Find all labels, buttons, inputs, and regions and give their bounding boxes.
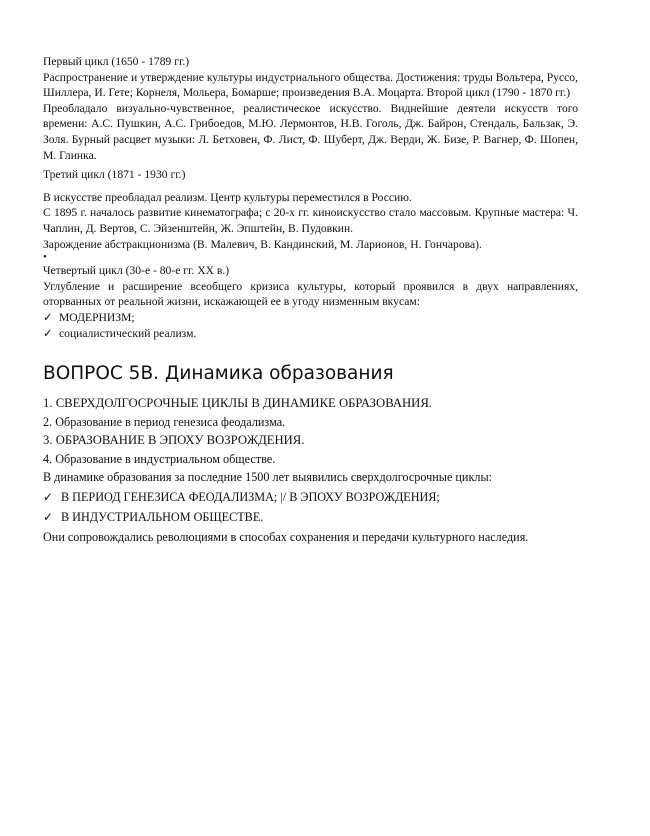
cycle-check-item xyxy=(43,507,578,528)
cycle3-line-2: С 1895 г. началось развитие кинематографа; с 20-х гг. киноискусство стало массовым. Крупные мастера: Ч. Чаплин, Д. Вертов, С. Эйзенштейн, Ж. Эпштейн, В. Пудовкин. xyxy=(43,206,578,235)
checkmark-icon: ✓ xyxy=(43,510,54,525)
cycle-check-item xyxy=(43,487,578,508)
bullet-dot: • xyxy=(43,251,47,264)
closing-paragraph: Они сопровождались революциями в способах сохранения и передачи культурного наследия. xyxy=(43,529,529,544)
outline-item: 1. СВЕРХДОЛГОСРОЧНЫЕ ЦИКЛЫ В ДИНАМИКЕ ОБРАЗОВАНИЯ. xyxy=(43,395,432,410)
document-body xyxy=(43,54,578,546)
direction-label: социалистический реализм. xyxy=(59,326,197,340)
cycle3-title: Третий цикл (1871 - 1930 гг.) xyxy=(43,168,186,182)
outline-item: 3. ОБРАЗОВАНИЕ В ЭПОХУ ВОЗРОЖДЕНИЯ. xyxy=(43,433,305,448)
cycle4-paragraph: Углубление и расширение всеобщего кризиса культуры, который проявился в двух направлениях, оторванных от реальной жизни, искажающей ее в угоду низменным вкусам: xyxy=(43,279,578,309)
cycle-check-label: В ИНДУСТРИАЛЬНОМ ОБЩЕСТВЕ. xyxy=(61,510,264,525)
cycles-intro: В динамике образования за последние 1500 лет выявились сверхдолгосрочные циклы: xyxy=(43,470,493,485)
direction-item xyxy=(43,326,578,342)
checkmark-icon: ✓ xyxy=(43,489,54,504)
checkmark-icon: ✓ xyxy=(43,326,53,340)
cycle4-title: Четвертый цикл (30-е - 80-е гг. XX в.) xyxy=(43,264,230,278)
cycle3-line-3: Зарождение абстракционизма (В. Малевич, В. Кандинский, М. Ларионов, Н. Гончарова). xyxy=(43,237,482,251)
outline-item: 2. Образование в период генезиса феодализма. xyxy=(43,414,286,429)
cycle3-line-1: В искусстве преобладал реализм. Центр культуры переместился в Россию. xyxy=(43,190,412,204)
cycle1-paragraph: Распространение и утверждение культуры индустриального общества. Достижения: труды Вольтера, Руссо, Шиллера, И. Гете; Корнеля, Мольера, Бомарше; произведения В.А. Моцарта. Второй цикл (1790 - 1870 гг.) xyxy=(43,70,578,100)
direction-label: МОДЕРНИЗМ; xyxy=(59,310,135,324)
cycle-check-label: В ПЕРИОД ГЕНЕЗИСА ФЕОДАЛИЗМА; |/ В ЭПОХУ ВОЗРОЖДЕНИЯ; xyxy=(61,489,440,504)
direction-item xyxy=(43,310,578,326)
checkmark-icon: ✓ xyxy=(43,310,53,324)
cycle1-title: Первый цикл (1650 - 1789 гг.) xyxy=(43,55,190,68)
outline-item: 4. Образование в индустриальном обществе. xyxy=(43,451,276,466)
cycle2-paragraph: Преобладало визуально-чувственное, реалистическое искусство. Виднейшие деятели искусств того времени: А.С. Пушкин, А.С. Грибоедов, М.Ю. Лермонтов, Н.В. Гоголь, Дж. Байрон, Стендаль, Бальзак, Э. Золя. Бурный расцвет музыки: Л. Бетховен, Ф. Лист, Ф. Шуберт, Дж. Верди, Ж. Бизе, Р. Вагнер, Ф. Шопен, М. Глинка. xyxy=(43,101,578,162)
section-heading: ВОПРОС 5В. Динамика образования xyxy=(43,362,394,384)
